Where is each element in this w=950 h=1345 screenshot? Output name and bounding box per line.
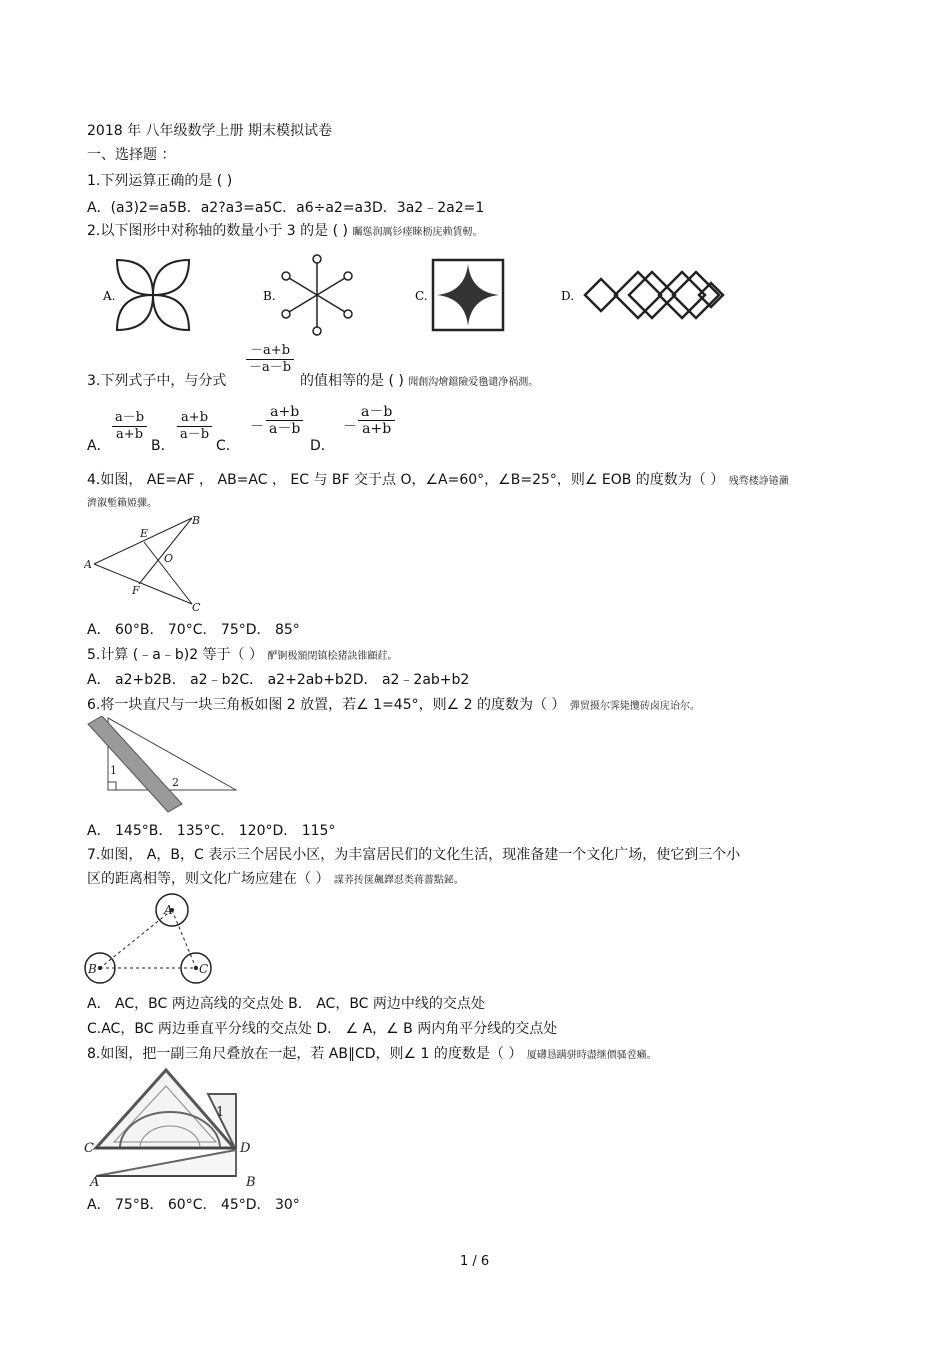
petal-figure-a [117, 260, 189, 330]
q3-stem-pre: 3.下列式子中，与分式 [87, 373, 227, 389]
q8-label-c: C [84, 1141, 94, 1156]
diamond-figure-d [585, 272, 723, 318]
q3-option-a-label: A． [87, 438, 111, 454]
q5-options: A． a2+b2B． a2﹣b2C． a2+2ab+b2D． a2﹣2ab+b2 [87, 672, 470, 688]
q3-a-numerator: a－b [112, 410, 147, 427]
q4-label-o: O [164, 552, 174, 565]
q4-options: A． 60°B． 70°C． 75°D． 85° [87, 622, 300, 638]
q3-option-d-fraction [358, 404, 395, 437]
q7-label-c: C [199, 962, 209, 976]
q3-a-denominator: a+b [116, 427, 144, 442]
section-heading: 一、选择题 ： [87, 147, 176, 163]
q3-d-numerator: a－b [358, 404, 395, 421]
q6-garble: 彈贸摄尔霁毙攬砖卤庑诒尔。 [569, 701, 700, 712]
q1-options: A．(a3)2=a5B．a2?a3=a5C．a6÷a2=a3D．3a2﹣2a2=1 [87, 200, 485, 216]
q2-label-b: B. [263, 289, 276, 303]
q7-figure [84, 892, 224, 992]
q8-garble: 厦礴恳蹒骈時盡继價骚卺癩。 [526, 1050, 657, 1061]
star-figure-b [282, 255, 352, 335]
q5-stem [87, 646, 397, 666]
q7-options-1: A． AC，BC 两边高线的交点处 B． AC，BC 两边中线的交点处 [87, 996, 485, 1012]
q4-label-e: E [140, 527, 149, 540]
q8-stem-text: 8.如图，把一副三角尺叠放在一起，若 AB∥CD，则∠ 1 的度数是（ ） [87, 1046, 523, 1062]
q2-stem-text: 2.以下图形中对称轴的数量小于 3 的是 ( ) [87, 223, 348, 239]
q8-stem [87, 1045, 657, 1065]
q3-b-denominator: a－b [180, 427, 210, 442]
q3-option-b-fraction [177, 410, 212, 443]
q7-options-2: C.AC，BC 两边垂直平分线的交点处 D． ∠ A，∠ B 两内角平分线的交点处 [87, 1021, 558, 1037]
q2-figures-svg [95, 250, 735, 340]
q3-option-d-label: D． [310, 438, 335, 454]
q8-label-d: D [240, 1141, 251, 1156]
q3-option-c-minus: － [250, 419, 264, 435]
q7-stem-1: 7.如图， A，B，C 表示三个居民小区，为丰富居民们的文化生活，现准备建一个文化广场，使它到三个小 [87, 847, 741, 863]
q6-label-2: 2 [172, 776, 179, 789]
q7-label-b: B [88, 962, 97, 976]
q6-stem-text: 6.将一块直尺与一块三角板如图 2 放置，若∠ 1=45°，则∠ 2 的度数为（ ） [87, 697, 566, 713]
q4-label-a: A [84, 558, 92, 571]
q3-option-d-minus: － [343, 419, 357, 435]
q7-figure-svg [84, 892, 224, 988]
q5-stem-text: 5.计算 (﹣a﹣b)2 等于（ ） [87, 647, 264, 663]
q4-label-f: F [132, 584, 140, 597]
q8-label-b: B [246, 1175, 256, 1190]
q6-options: A． 145°B． 135°C． 120°D． 115° [87, 823, 336, 839]
q7-stem-2-text: 区的距离相等，则文化广场应建在（ ） [87, 871, 330, 887]
q2-stem [87, 222, 482, 242]
q4-label-b: B [192, 514, 201, 527]
q4-stem [87, 471, 789, 491]
q4-label-c: C [192, 601, 201, 612]
q8-options: A． 75°B． 60°C． 45°D． 30° [87, 1197, 300, 1213]
q8-label-a: A [90, 1175, 100, 1190]
q6-figure-svg [84, 716, 244, 816]
q2-label-a: A. [103, 289, 116, 303]
q4-figure-svg [84, 512, 214, 612]
q2-garble: 矚慫润厲钐瘗睞枥庑赖賃軔。 [352, 227, 483, 238]
q7-label-a: A [164, 903, 173, 917]
q8-figure [84, 1064, 264, 1196]
q7-garble: 謀荞抟箧飆鐸怼类蒋薔點鉍。 [333, 875, 464, 886]
q3-option-b-label: B． [151, 438, 175, 454]
square-figure-c [433, 260, 503, 330]
q3-option-c-fraction [266, 404, 303, 437]
q3-garble: 聞創沟燴鐺險爱氇谴净祸測。 [408, 377, 539, 388]
q5-garble: 酽锕极額閉镇桧猪訣锥顧荭。 [267, 651, 398, 662]
q3-b-numerator: a+b [177, 410, 212, 427]
q3-d-denominator: a+b [362, 421, 392, 437]
q2-label-d: D. [561, 289, 575, 303]
q4-figure [84, 512, 214, 616]
q6-figure [84, 716, 244, 820]
q3-c-denominator: a－b [269, 421, 301, 437]
q1-stem: 1.下列运算正确的是 ( ) [87, 173, 233, 189]
q3-c-numerator: a+b [266, 404, 303, 421]
q3-main-denominator: －a－b [249, 360, 292, 375]
q7-stem-2 [87, 870, 464, 890]
q2-label-c: C. [415, 289, 428, 303]
q8-figure-svg [84, 1064, 264, 1192]
q3-option-c-label: C． [216, 438, 240, 454]
q4-garble-1: 残骛楼諍锩瀨 [728, 476, 789, 487]
page-number: 1 / 6 [460, 1254, 490, 1269]
q3-stem-post-text: 的值相等的是 ( ) [300, 373, 404, 389]
q3-main-numerator: －a+b [246, 343, 294, 360]
page-title: 2018 年 八年级数学上册 期末模拟试卷 [87, 123, 332, 139]
q4-stem-text: 4.如图， AE=AF ， AB=AC ， EC 与 BF 交于点 O，∠A=60°，∠B=25°，则∠ EOB 的度数为（ ） [87, 472, 725, 488]
q6-stem [87, 696, 700, 716]
q6-label-1: 1 [110, 764, 117, 777]
q3-main-fraction [246, 343, 294, 376]
q3-stem-post [300, 372, 538, 392]
q3-option-a-fraction [112, 410, 147, 443]
q4-garble-2: 濟溆塹籟婭骤。 [87, 498, 157, 509]
q8-label-1: 1 [216, 1105, 225, 1120]
q2-figures [95, 250, 735, 344]
